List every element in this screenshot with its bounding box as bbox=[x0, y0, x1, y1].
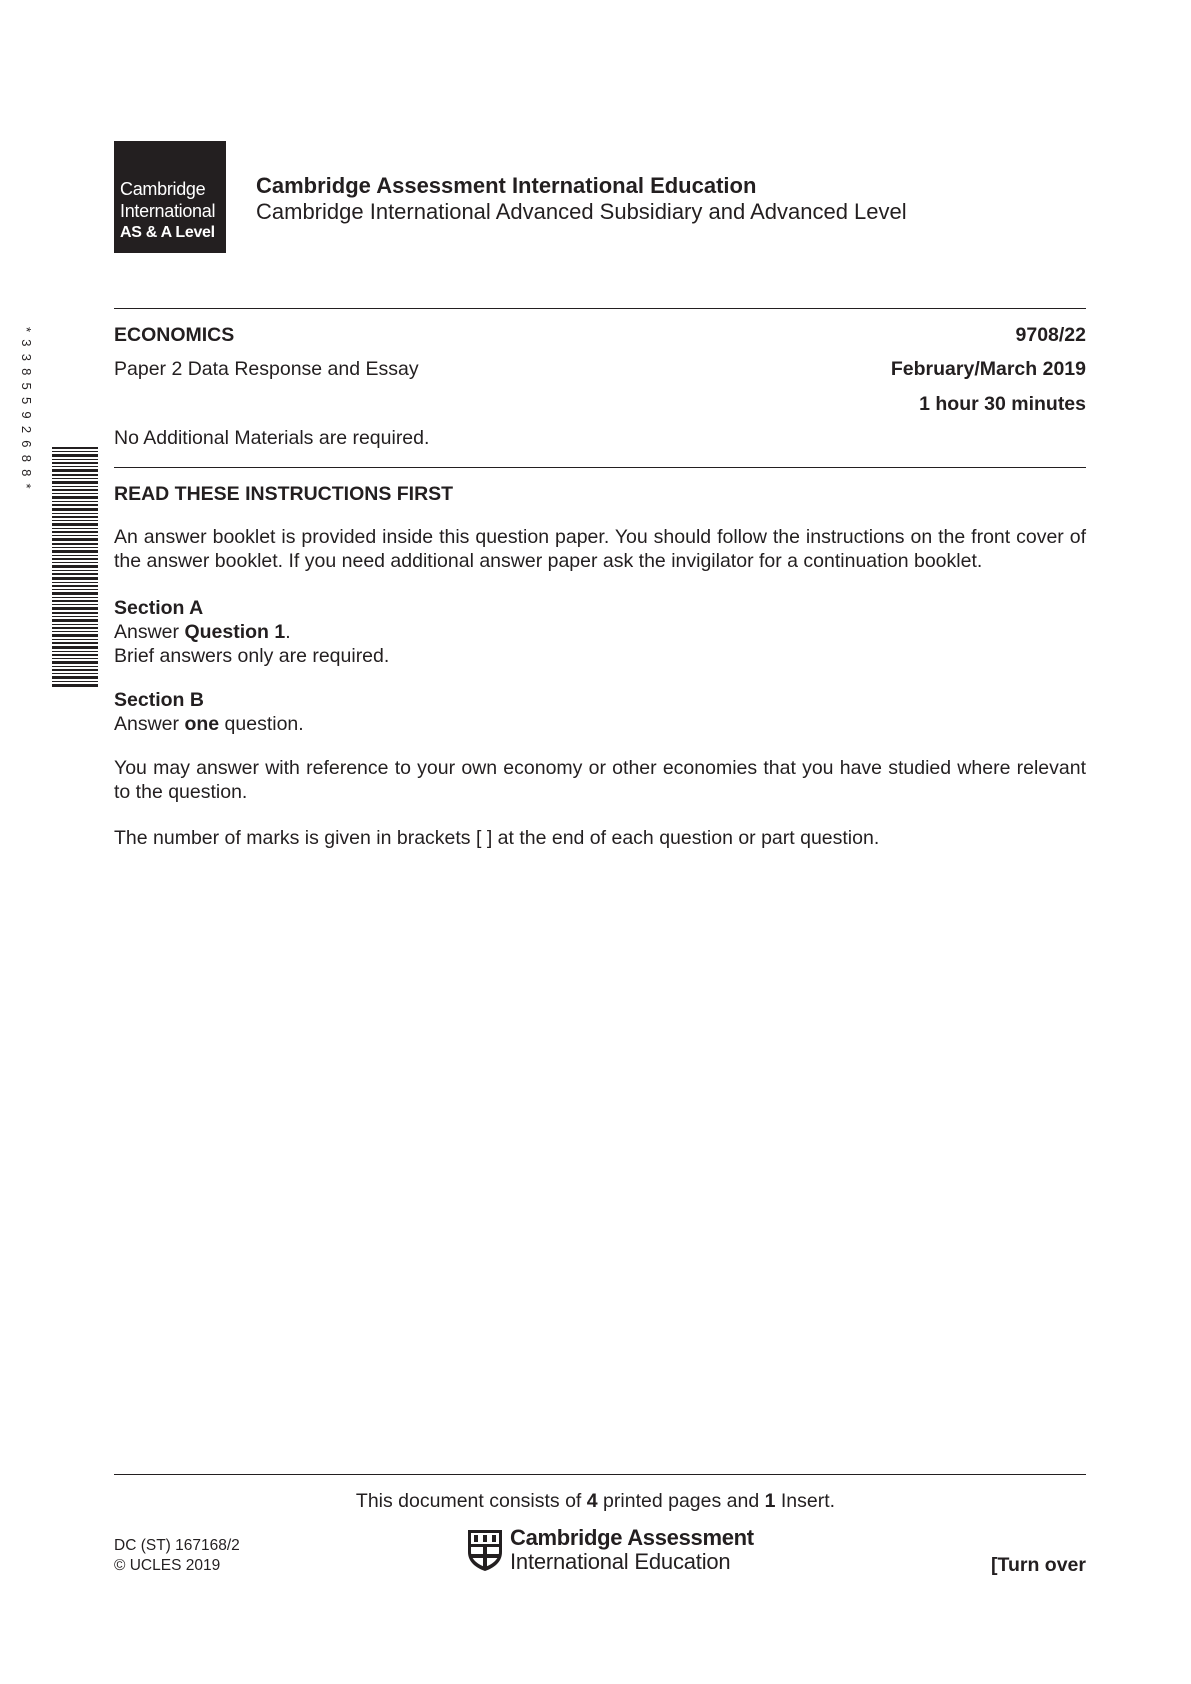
exam-session: February/March 2019 bbox=[890, 358, 1086, 380]
barcode bbox=[19, 327, 98, 687]
footer-logo-line-2: International Education bbox=[510, 1549, 731, 1574]
instructions-heading: READ THESE INSTRUCTIONS FIRST bbox=[114, 483, 454, 505]
subject: ECONOMICS bbox=[114, 324, 235, 346]
instructions-divider bbox=[114, 467, 1086, 468]
footer-divider bbox=[114, 1474, 1086, 1475]
section-a-answer-suffix: . bbox=[285, 621, 291, 643]
page-count-middle: printed pages and bbox=[597, 1490, 765, 1512]
page-count-suffix: Insert. bbox=[775, 1490, 836, 1512]
top-divider bbox=[114, 308, 1086, 309]
copyright-notice: © UCLES 2019 bbox=[114, 1557, 221, 1574]
turn-over-label: [Turn over bbox=[991, 1554, 1086, 1576]
section-a-note: Brief answers only are required. bbox=[114, 645, 390, 667]
section-b-answer-suffix: question. bbox=[219, 713, 304, 735]
cambridge-logo bbox=[114, 141, 226, 253]
logo-line-1: Cambridge bbox=[120, 179, 206, 199]
insert-count: 1 bbox=[764, 1490, 776, 1512]
booklet-instructions: An answer booklet is provided inside this question paper. You should follow the instructions on the front cover of the answer booklet. If you need additional answer paper ask the invigilator for a continuation booklet. bbox=[114, 526, 1086, 572]
footer-logo-line-1: Cambridge Assessment bbox=[510, 1525, 754, 1550]
page-count-prefix: This document consists of bbox=[355, 1490, 587, 1512]
paper-title: Paper 2 Data Response and Essay bbox=[114, 358, 419, 380]
page-count-note bbox=[0, 1490, 1191, 1513]
barcode-number: *3385592688* bbox=[19, 327, 34, 496]
exam-duration: 1 hour 30 minutes bbox=[919, 393, 1086, 415]
section-a-heading: Section A bbox=[114, 597, 204, 619]
section-b-answer-prefix: Answer bbox=[114, 713, 185, 735]
section-b-answer bbox=[114, 712, 1086, 736]
qualification-title: Cambridge International Advanced Subsidiary and Advanced Level bbox=[256, 199, 907, 224]
section-a-answer bbox=[114, 620, 1086, 644]
page-count: 4 bbox=[586, 1490, 598, 1512]
section-b-heading: Section B bbox=[114, 689, 204, 711]
reference-instruction: You may answer with reference to your own economy or other economies that you have studied where relevant to the question. bbox=[114, 757, 1086, 803]
reference-code: DC (ST) 167168/2 bbox=[114, 1537, 240, 1554]
section-b-one: one bbox=[184, 713, 220, 735]
section-a-answer-prefix: Answer bbox=[114, 621, 185, 643]
logo-line-3: AS & A Level bbox=[120, 224, 215, 241]
cambridge-assessment-logo bbox=[466, 1526, 754, 1574]
marks-instruction: The number of marks is given in brackets [ ] at the end of each question or part question. bbox=[114, 827, 880, 849]
document-reference bbox=[114, 1536, 240, 1576]
materials-note: No Additional Materials are required. bbox=[114, 427, 430, 449]
section-a-question: Question 1 bbox=[184, 621, 286, 643]
organisation-title: Cambridge Assessment International Education bbox=[256, 173, 757, 198]
paper-code: 9708/22 bbox=[1015, 324, 1086, 346]
logo-line-2: International bbox=[120, 201, 216, 221]
crest-icon bbox=[466, 1528, 504, 1572]
